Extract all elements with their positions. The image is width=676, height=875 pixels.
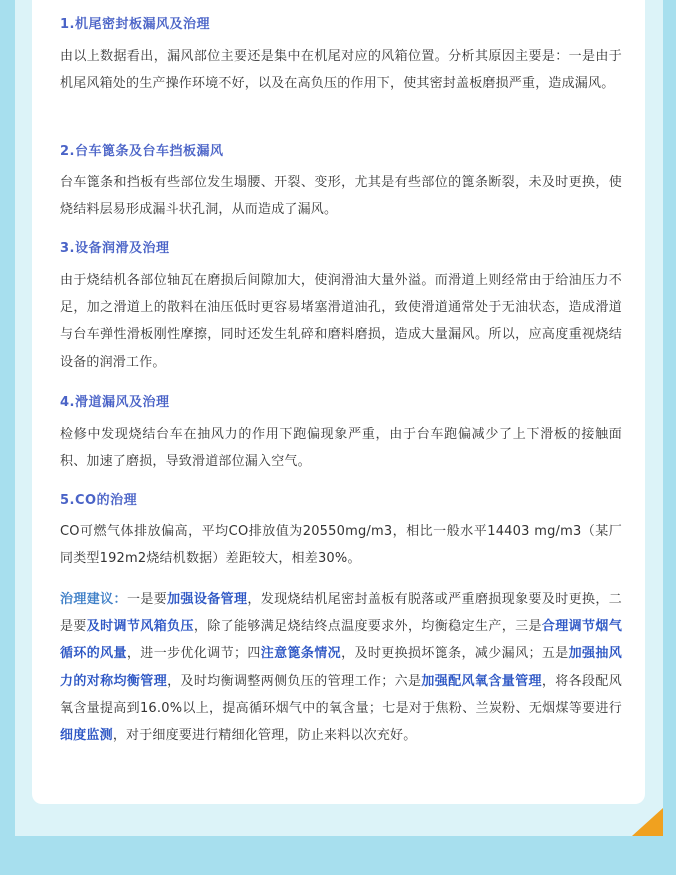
suggestion-highlight: 细度监测 bbox=[60, 728, 113, 744]
suggestion-text: ，及时更换损坏篦条，减少漏风；五是 bbox=[341, 646, 569, 662]
section-1-heading: 1.机尾密封板漏风及治理 bbox=[60, 17, 210, 32]
suggestion-text: ，除了能够满足烧结终点温度要求外，均衡稳定生产，三是 bbox=[193, 619, 542, 635]
section-5-body: CO可燃气体排放偏高，平均CO排放值为20550mg/m3，相比一般水平14403 mg/m3（某厂同类型192m2烧结机数据）差距较大，相差30%。 bbox=[60, 524, 622, 567]
section-5-heading: 5.CO的治理 bbox=[60, 493, 138, 508]
corner-triangle-icon bbox=[632, 808, 663, 836]
suggestion-highlight: 及时调节风箱负压 bbox=[86, 619, 194, 635]
suggestion-highlight: 加强配风氧含量管理 bbox=[421, 673, 542, 689]
section-1-body: 由以上数据看出，漏风部位主要还是集中在机尾对应的风箱位置。分析其原因主要是：一是由于机尾风箱处的生产操作环境不好，以及在高负压的作用下，使其密封盖板磨损严重，造成漏风。 bbox=[60, 49, 622, 92]
section-2-body: 台车篦条和挡板有些部位发生塌腰、开裂、变形，尤其是有些部位的篦条断裂，未及时更换，使烧结料层易形成漏斗状孔洞，从而造成了漏风。 bbox=[60, 175, 622, 218]
suggestion-highlight: 加强抽风力的对称均衡管理 bbox=[60, 646, 622, 689]
suggestion-label: 治理建议： bbox=[60, 592, 127, 607]
suggestion-text: ，将各段配风氧含量提高到16.0%以上，提高循环烟气中的氧含量；七是对于焦粉、兰炭粉、无烟煤等要进行 bbox=[60, 673, 622, 716]
suggestion-highlight: 合理调节烟气循环的风量 bbox=[60, 619, 623, 662]
section-3-heading: 3.设备润滑及治理 bbox=[60, 241, 170, 256]
suggestion-highlight: 加强设备管理 bbox=[167, 592, 248, 607]
suggestion-paragraph bbox=[60, 586, 622, 749]
suggestion-text: ，对于细度要进行精细化管理，防止来料以次充好。 bbox=[112, 728, 417, 744]
suggestion-text: 一是要 bbox=[126, 592, 168, 607]
article-card bbox=[32, 0, 645, 804]
section-4-heading: 4.滑道漏风及治理 bbox=[60, 395, 170, 410]
suggestion-text: ，发现烧结机尾密封盖板有脱落或严重磨损现象要及时更换，二是要 bbox=[60, 592, 622, 635]
section-3-body: 由于烧结机各部位轴瓦在磨损后间隙加大，使润滑油大量外溢。而滑道上则经常由于给油压力不足，加之滑道上的散料在油压低时更容易堵塞滑道油孔，致使滑道通常处于无油状态，造成滑道与台车弹性滑板刚性摩擦，同时还发生轧碎和磨料磨损，造成大量漏风。所以，应高度重视烧结设备的润滑工作。 bbox=[60, 273, 622, 370]
section-4-body: 检修中发现烧结台车在抽风力的作用下跑偏现象严重，由于台车跑偏减少了上下滑板的接触面积、加速了磨损，导致滑道部位漏入空气。 bbox=[60, 427, 622, 470]
suggestion-text: ，进一步优化调节；四 bbox=[126, 646, 261, 662]
section-2-heading: 2.台车篦条及台车挡板漏风 bbox=[60, 144, 224, 159]
suggestion-highlight: 注意篦条情况 bbox=[260, 646, 342, 662]
suggestion-text: ，及时均衡调整两侧负压的管理工作；六是 bbox=[167, 673, 422, 689]
